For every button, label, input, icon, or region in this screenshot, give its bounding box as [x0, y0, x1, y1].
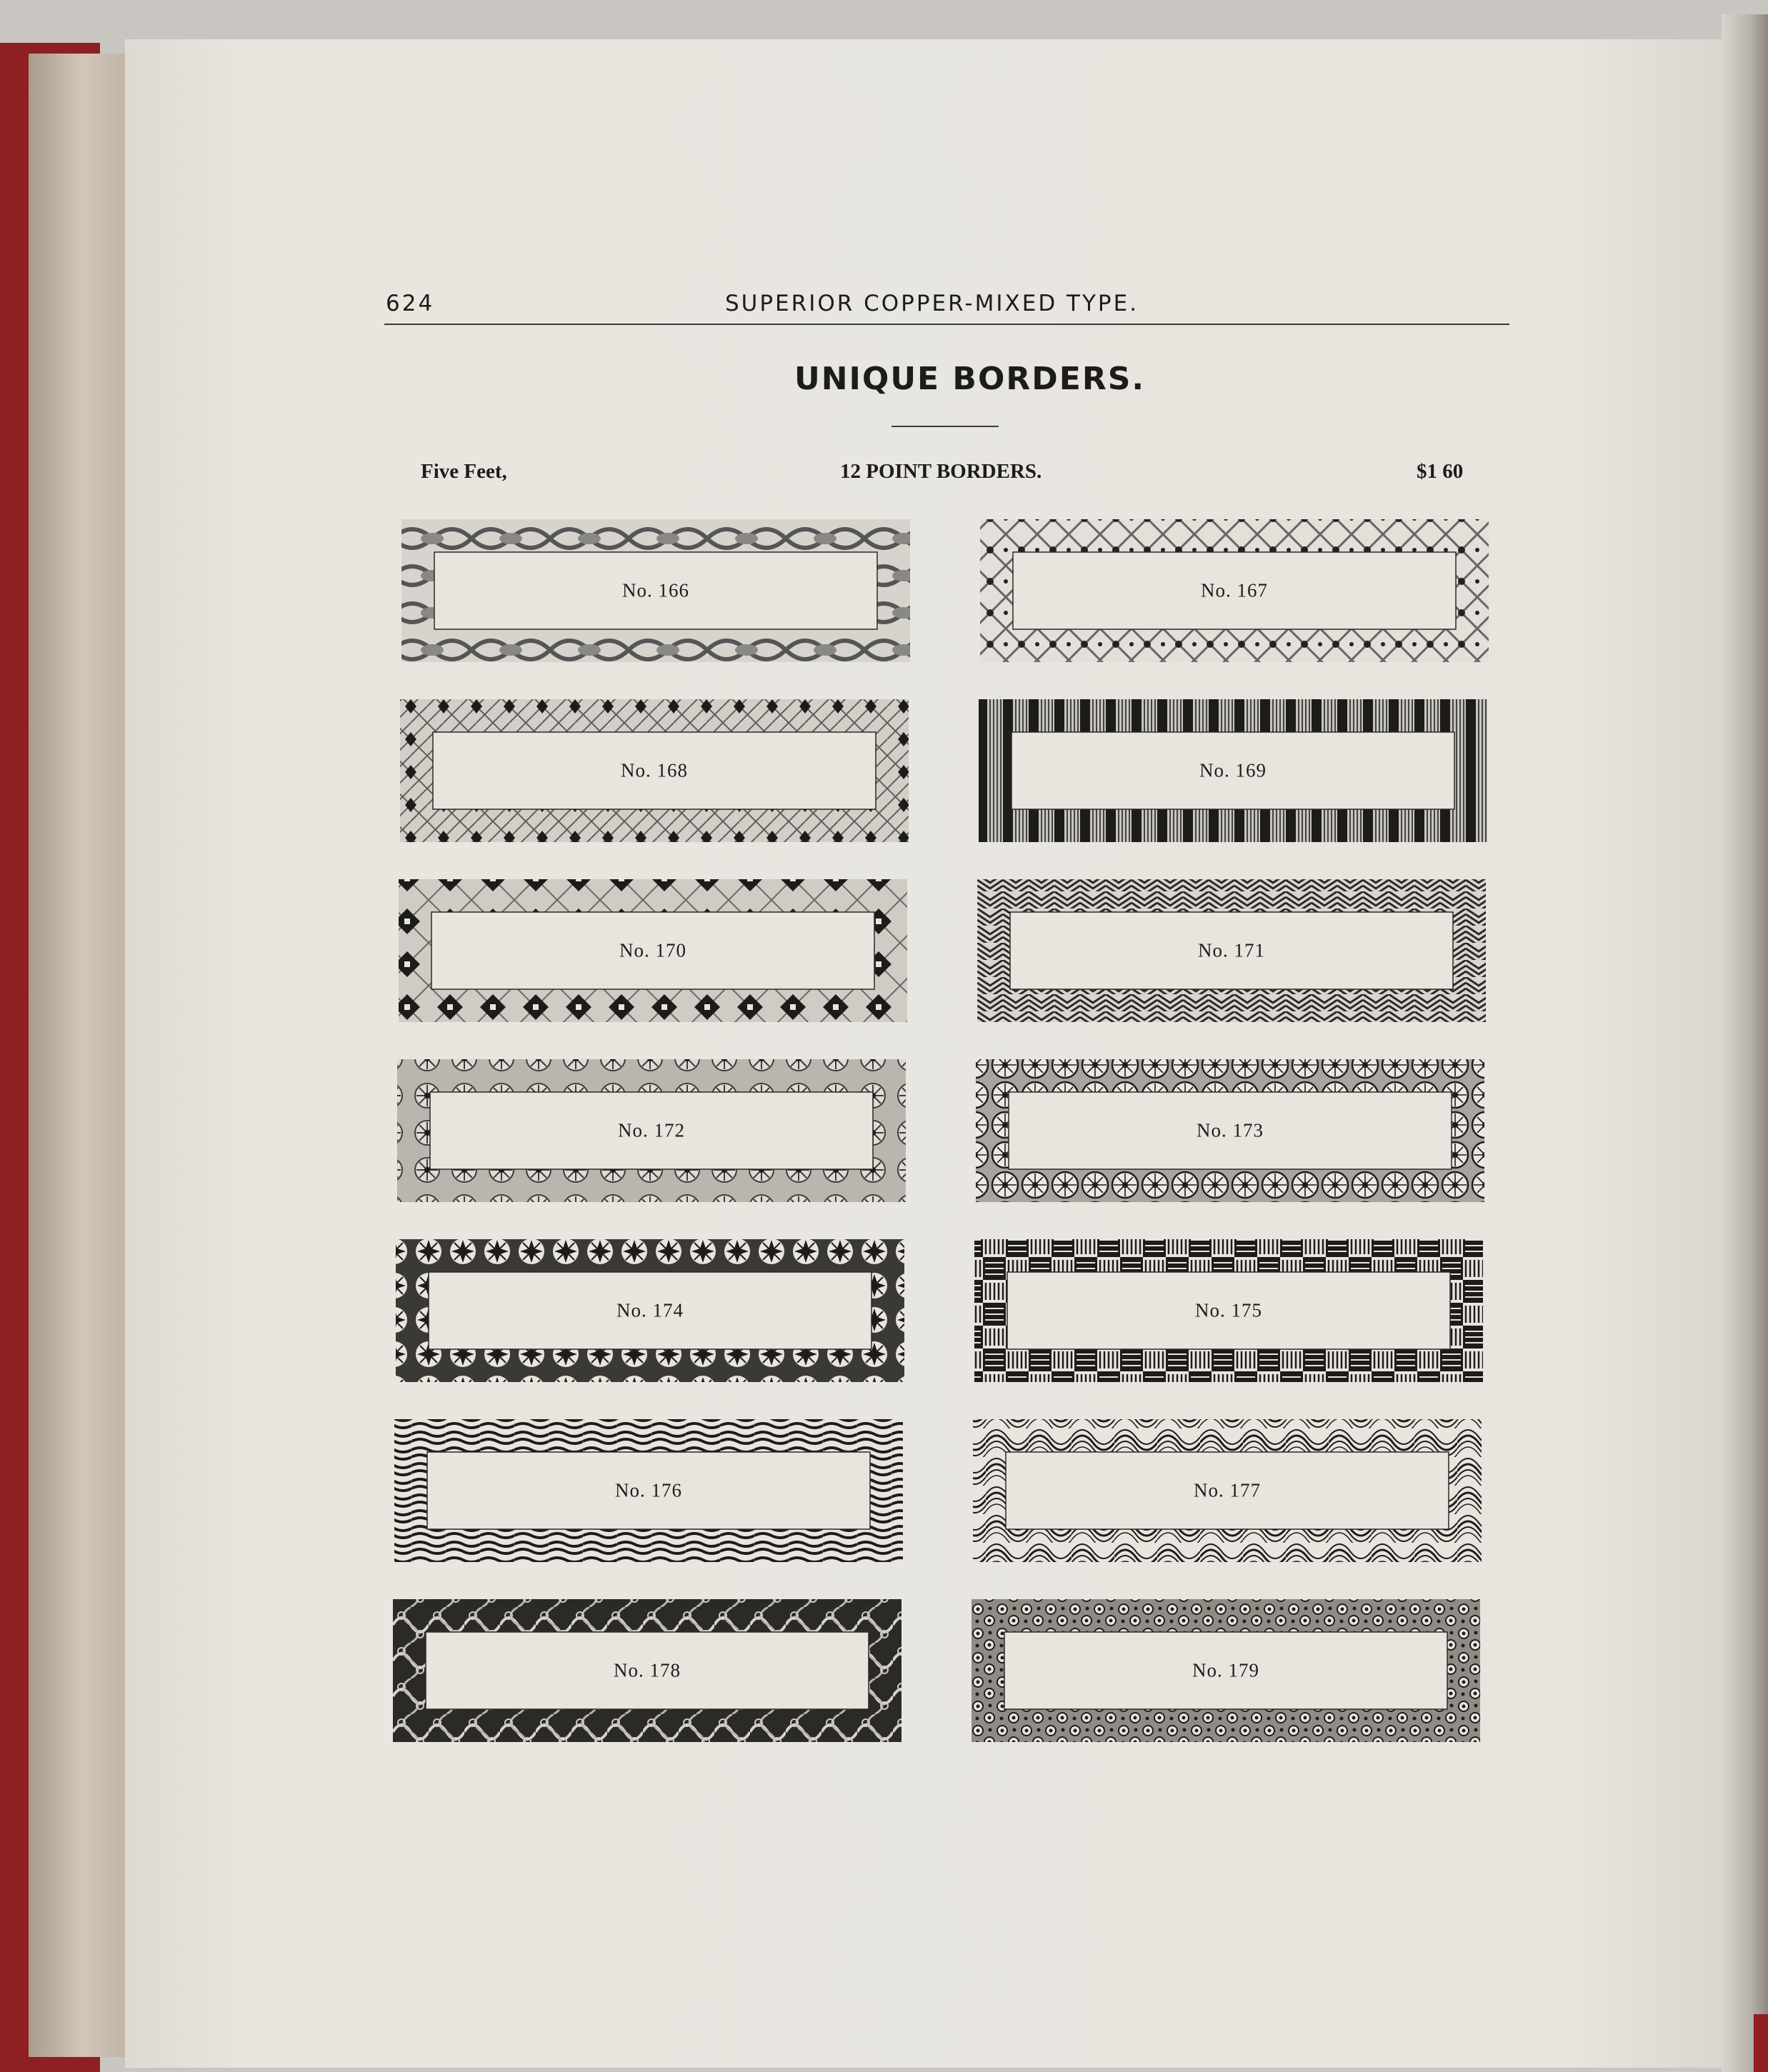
price: $1 60: [1417, 460, 1464, 483]
border-label: No. 175: [1195, 1299, 1262, 1321]
border-label: No. 167: [1201, 579, 1268, 601]
page-paper: [125, 39, 1732, 2068]
border-label: No. 179: [1192, 1659, 1259, 1681]
border-label: No. 176: [615, 1479, 682, 1501]
running-head: SUPERIOR COPPER-MIXED TYPE.: [725, 291, 1139, 316]
header-rule: [384, 324, 1509, 325]
border-label: No. 171: [1198, 939, 1265, 961]
border-label: No. 174: [616, 1299, 684, 1321]
border-label: No. 169: [1199, 759, 1267, 781]
border-label: No. 170: [619, 939, 686, 961]
border-label: No. 173: [1197, 1119, 1264, 1141]
size-note: 12 POINT BORDERS.: [840, 460, 1042, 483]
page-edges-right: [1722, 14, 1768, 2072]
title-rule: [892, 426, 999, 427]
border-label: No. 177: [1194, 1479, 1261, 1501]
page-edges-left: [29, 54, 136, 2057]
border-label: No. 166: [622, 579, 689, 601]
border-label: No. 172: [618, 1119, 685, 1141]
page-title: UNIQUE BORDERS.: [794, 361, 1146, 397]
book-cover-right: [1754, 2014, 1768, 2072]
border-label: No. 178: [614, 1659, 681, 1681]
page-number: 624: [386, 291, 435, 316]
border-label: No. 168: [621, 759, 688, 781]
length-note: Five Feet,: [421, 460, 507, 483]
